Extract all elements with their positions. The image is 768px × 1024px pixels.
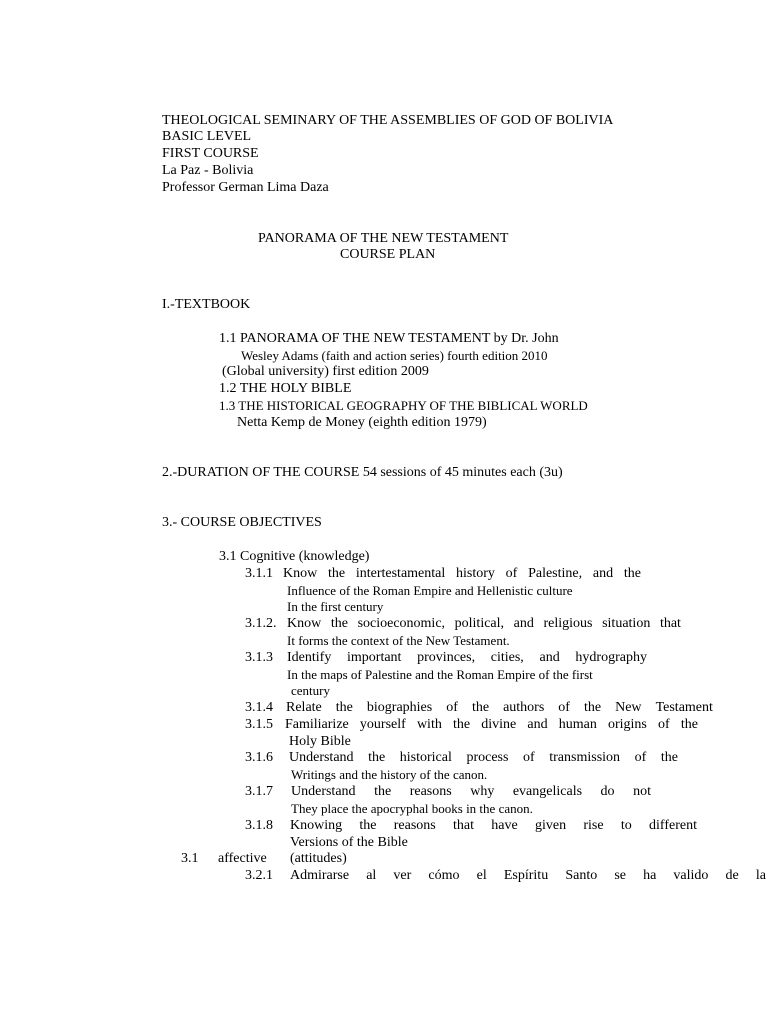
objective-3-1-1-continued: Influence of the Roman Empire and Hellenistic culture	[287, 583, 573, 598]
professor-name: Professor German Lima Daza	[162, 180, 329, 195]
objective-3-2-1: Admirarse al ver cómo el Espíritu Santo se ha valido de la	[290, 868, 766, 883]
objective-3-1-7-number: 3.1.7	[245, 784, 273, 799]
objective-3-1-8: Knowing the reasons that have given rise to different	[290, 818, 697, 833]
objective-3-1-1: Know the intertestamental history of Palestine, and the	[283, 566, 641, 581]
textbook-item-1: 1.1 PANORAMA OF THE NEW TESTAMENT by Dr. John	[219, 331, 559, 346]
textbook-item-2: 1.2 THE HOLY BIBLE	[219, 381, 352, 396]
affective-subheading: (attitudes)	[290, 851, 347, 866]
objective-3-1-3-continued-2: century	[291, 683, 330, 698]
affective-heading: affective	[218, 851, 267, 866]
objective-3-1-6: Understand the historical process of transmission of the	[289, 750, 678, 765]
objective-3-1-4-number: 3.1.4	[245, 700, 273, 715]
page-title: PANORAMA OF THE NEW TESTAMENT	[258, 231, 509, 246]
page-subtitle: COURSE PLAN	[340, 247, 436, 262]
city-label: La Paz - Bolivia	[162, 163, 254, 178]
objective-3-1-4: Relate the biographies of the authors of the New Testament	[286, 700, 713, 715]
duration-label: 2.-DURATION OF THE COURSE	[162, 465, 360, 480]
objective-3-1-2: Know the socioeconomic, political, and religious situation that	[287, 616, 681, 631]
objective-3-1-8-continued: Versions of the Bible	[290, 835, 408, 850]
objective-3-1-3-number: 3.1.3	[245, 650, 273, 665]
objective-3-1-2-number: 3.1.2.	[245, 616, 277, 631]
duration-line	[162, 464, 563, 481]
cognitive-heading: 3.1 Cognitive (knowledge)	[219, 549, 370, 564]
objective-3-2-1-number: 3.2.1	[245, 868, 273, 883]
textbook-item-3-author: Netta Kemp de Money (eighth edition 1979)	[237, 415, 487, 430]
objective-3-1-3-continued: In the maps of Palestine and the Roman Empire of the first	[287, 667, 593, 682]
objective-3-1-1-number: 3.1.1	[245, 566, 273, 581]
course-label: FIRST COURSE	[162, 146, 259, 161]
duration-value: 54 sessions of 45 minutes each (3u)	[362, 465, 563, 480]
objective-3-1-1-continued-2: In the first century	[287, 599, 384, 614]
objective-3-1-5-continued: Holy Bible	[289, 734, 351, 749]
textbook-item-3: 1.3 THE HISTORICAL GEOGRAPHY OF THE BIBLICAL WORLD	[219, 398, 588, 413]
objective-3-1-2-continued: It forms the context of the New Testament.	[287, 633, 510, 648]
objective-3-1-6-number: 3.1.6	[245, 750, 273, 765]
textbook-heading: I.-TEXTBOOK	[162, 297, 251, 312]
textbook-item-1-edition: (Global university) first edition 2009	[222, 364, 429, 379]
objectives-heading: 3.- COURSE OBJECTIVES	[162, 515, 322, 530]
objective-3-1-7: Understand the reasons why evangelicals do not	[291, 784, 651, 799]
institution-name: THEOLOGICAL SEMINARY OF THE ASSEMBLIES OF GOD OF BOLIVIA	[162, 113, 614, 128]
objective-3-1-7-continued: They place the apocryphal books in the canon.	[291, 801, 533, 816]
affective-number: 3.1	[181, 851, 199, 866]
objective-3-1-5-number: 3.1.5	[245, 717, 273, 732]
textbook-item-1-continued: Wesley Adams (faith and action series) fourth edition 2010	[241, 348, 548, 363]
level-label: BASIC LEVEL	[162, 129, 252, 144]
objective-3-1-8-number: 3.1.8	[245, 818, 273, 833]
objective-3-1-3: Identify important provinces, cities, and hydrography	[287, 650, 647, 665]
objective-3-1-5: Familiarize yourself with the divine and human origins of the	[285, 717, 698, 732]
objective-3-1-6-continued: Writings and the history of the canon.	[291, 767, 488, 782]
